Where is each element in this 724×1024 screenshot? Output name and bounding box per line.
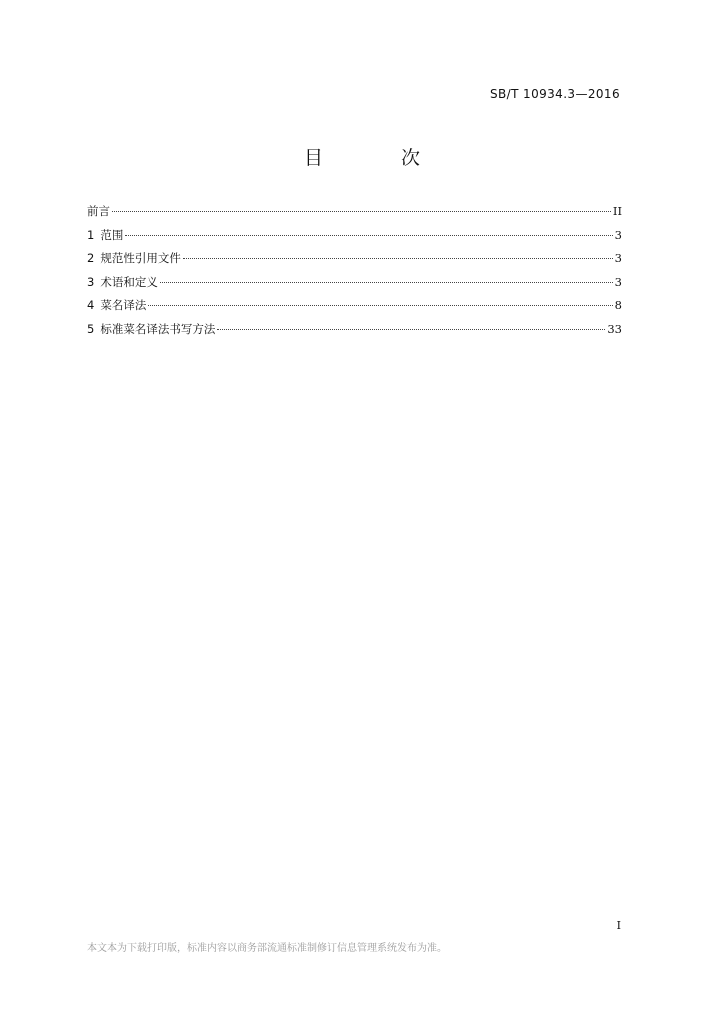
toc-entry-number: 3 xyxy=(87,274,95,289)
toc-entry-label: 范围 xyxy=(100,227,124,242)
toc-entry-page: 33 xyxy=(607,321,622,336)
toc-entry-number: 5 xyxy=(87,321,95,336)
toc-entry-page: 3 xyxy=(614,251,622,265)
table-of-contents xyxy=(87,203,622,344)
toc-entry-page: 8 xyxy=(614,298,622,312)
footer-note: 本文本为下载打印版，标准内容以商务部流通标准制修订信息管理系统发布为准。 xyxy=(87,943,447,954)
toc-entry-page: II xyxy=(612,204,622,218)
toc-entry-label: 规范性引用文件 xyxy=(100,251,181,265)
toc-entry-number: 2 xyxy=(87,251,95,265)
dot-leader xyxy=(183,258,613,259)
dot-leader xyxy=(160,282,613,283)
toc-entry-dish-translation[interactable] xyxy=(87,297,622,321)
toc-entry-foreword[interactable] xyxy=(87,203,622,227)
toc-entry-label: 标准菜名译法书写方法 xyxy=(100,321,216,336)
toc-entry-number: 4 xyxy=(87,298,95,312)
dot-leader xyxy=(112,211,611,212)
toc-title: 目 次 xyxy=(303,147,457,169)
dot-leader xyxy=(125,235,612,236)
toc-entry-terms-definitions[interactable] xyxy=(87,274,622,298)
dot-leader xyxy=(148,305,612,306)
toc-entry-writing-method[interactable] xyxy=(87,321,622,345)
dot-leader xyxy=(217,329,605,330)
toc-entry-page: 3 xyxy=(614,274,622,289)
toc-entry-number: 1 xyxy=(87,227,95,242)
toc-entry-scope[interactable] xyxy=(87,227,622,251)
toc-entry-page: 3 xyxy=(614,227,622,242)
toc-entry-label: 前言 xyxy=(87,204,110,218)
toc-entry-label: 菜名译法 xyxy=(100,298,147,312)
page-number: I xyxy=(616,919,621,932)
toc-entry-normative-references[interactable] xyxy=(87,250,622,274)
toc-entry-label: 术语和定义 xyxy=(100,274,158,289)
document-code: SB/T 10934.3—2016 xyxy=(490,87,620,101)
